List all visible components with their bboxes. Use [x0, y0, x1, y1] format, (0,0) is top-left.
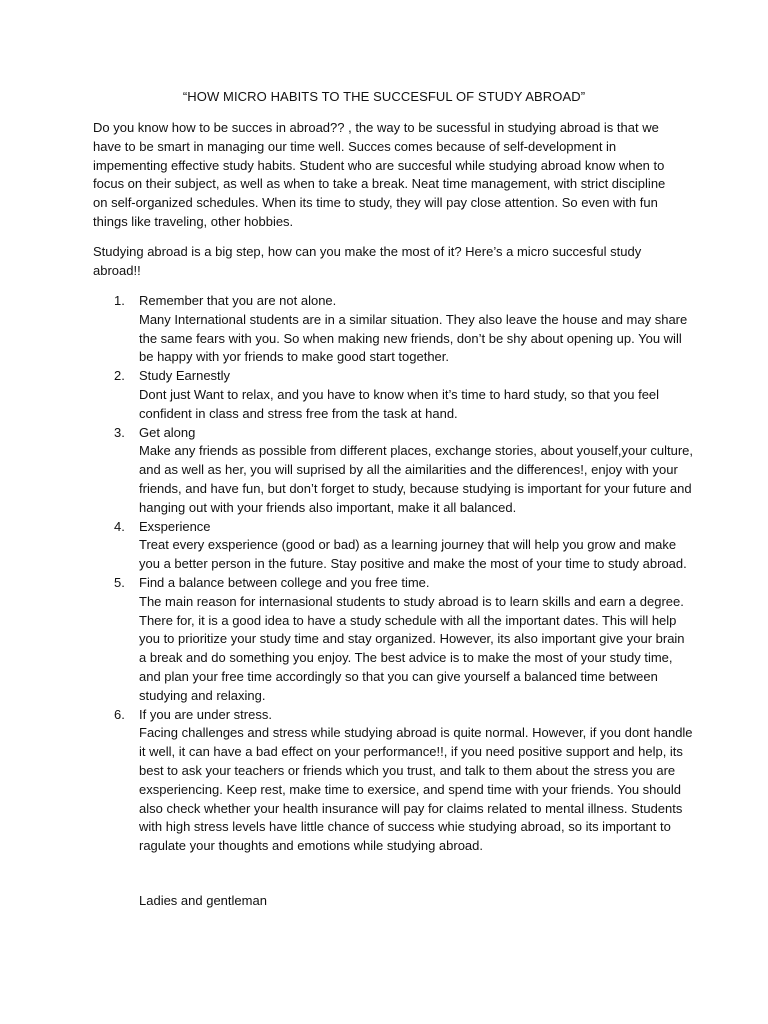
list-item	[93, 292, 693, 367]
list-item-text: Treat every exsperience (good or bad) as a learning journey that will help you grow and make you a better person in the future. Stay positive and make the most of your time to study abroad.	[139, 537, 687, 572]
list-item-text: Dont just Want to relax, and you have to know when it’s time to hard study, so that you feel confident in class and stress free from the task at hand.	[139, 386, 660, 421]
intro-paragraph: Do you know how to be succes in abroad?? , the way to be sucessful in studying abroad is that we have to be smart in managing our time well. Succes comes because of self-development in impementing effective study habits. Student who are succesful while studying abroad know when to focus on their subject, as well as when to take a break. Neat time management, with strict discipline on self-organized schedules. When its time to study, they will pay close attention. So even with fun things like traveling, other hobbies.	[93, 120, 666, 229]
list-item-number: 5.	[114, 574, 125, 590]
list-item-text: The main reason for internasional students to study abroad is to learn skills and earn a degree. There for, it is a good idea to have a study schedule with all the important dates. This will help you to prioritize your study time and stay organized. However, its also important give your brain a break and do something you enjoy. The best advice is to make the most of your study time, and plan your free time accordingly so that you can give yourself a balanced time between studying and relaxing.	[139, 593, 685, 703]
list-item-number: 4.	[114, 518, 125, 534]
list-item-number: 6.	[114, 706, 125, 722]
list-item-heading: Remember that you are not alone.	[139, 293, 337, 308]
list-item-number: 1.	[114, 293, 125, 308]
closing-line: Ladies and gentleman	[139, 893, 267, 908]
lead-paragraph: Studying abroad is a big step, how can you make the most of it? Here’s a micro succesful study abroad!!	[93, 244, 642, 278]
list-item-heading: Find a balance between college and you free time.	[139, 574, 430, 590]
list-item-text: Many International students are in a similar situation. They also leave the house and may share the same fears with you. So when making new friends, don’t be shy about opening up. You will be happy with yor friends to make good start together.	[139, 311, 688, 365]
list-item-heading: If you are under stress.	[139, 706, 272, 722]
list-item	[93, 706, 693, 856]
list-item	[93, 424, 693, 518]
list-item-heading: Get along	[139, 424, 196, 440]
list-item	[93, 518, 693, 574]
document-title: “HOW MICRO HABITS TO THE SUCCESFUL OF STUDY ABROAD”	[182, 89, 586, 104]
list-item-heading: Study Earnestly	[139, 368, 231, 384]
list-item	[93, 574, 693, 706]
list-item-number: 3.	[114, 424, 125, 440]
list-item-heading: Exsperience	[139, 518, 211, 534]
list-item-number: 2.	[114, 368, 125, 384]
tips-list	[93, 292, 693, 856]
list-item-text: Facing challenges and stress while studying abroad is quite normal. However, if you dont handle it well, it can have a bad effect on your performance!!, if you need positive support and help, its best to ask your teachers or friends which you trust, and talk to them about the stress you are exsperiencing. Keep rest, make time to exersice, and spend time with your friends. You should also check whether your health insurance will pay for claims related to mental illness. Students with high stress levels have little chance of success whie studying abroad, so its important to ragulate your thoughts and emotions while studying abroad.	[139, 725, 693, 854]
list-item	[93, 367, 693, 423]
list-item-text: Make any friends as possible from different places, exchange stories, about youself,your culture, and as well as her, you will suprised by all the aimilarities and the differences!, enjoy with your friends, and have fun, but don’t forget to study, because studying is important for your future and hanging out with your friends also important, make it all balanced.	[139, 443, 693, 515]
